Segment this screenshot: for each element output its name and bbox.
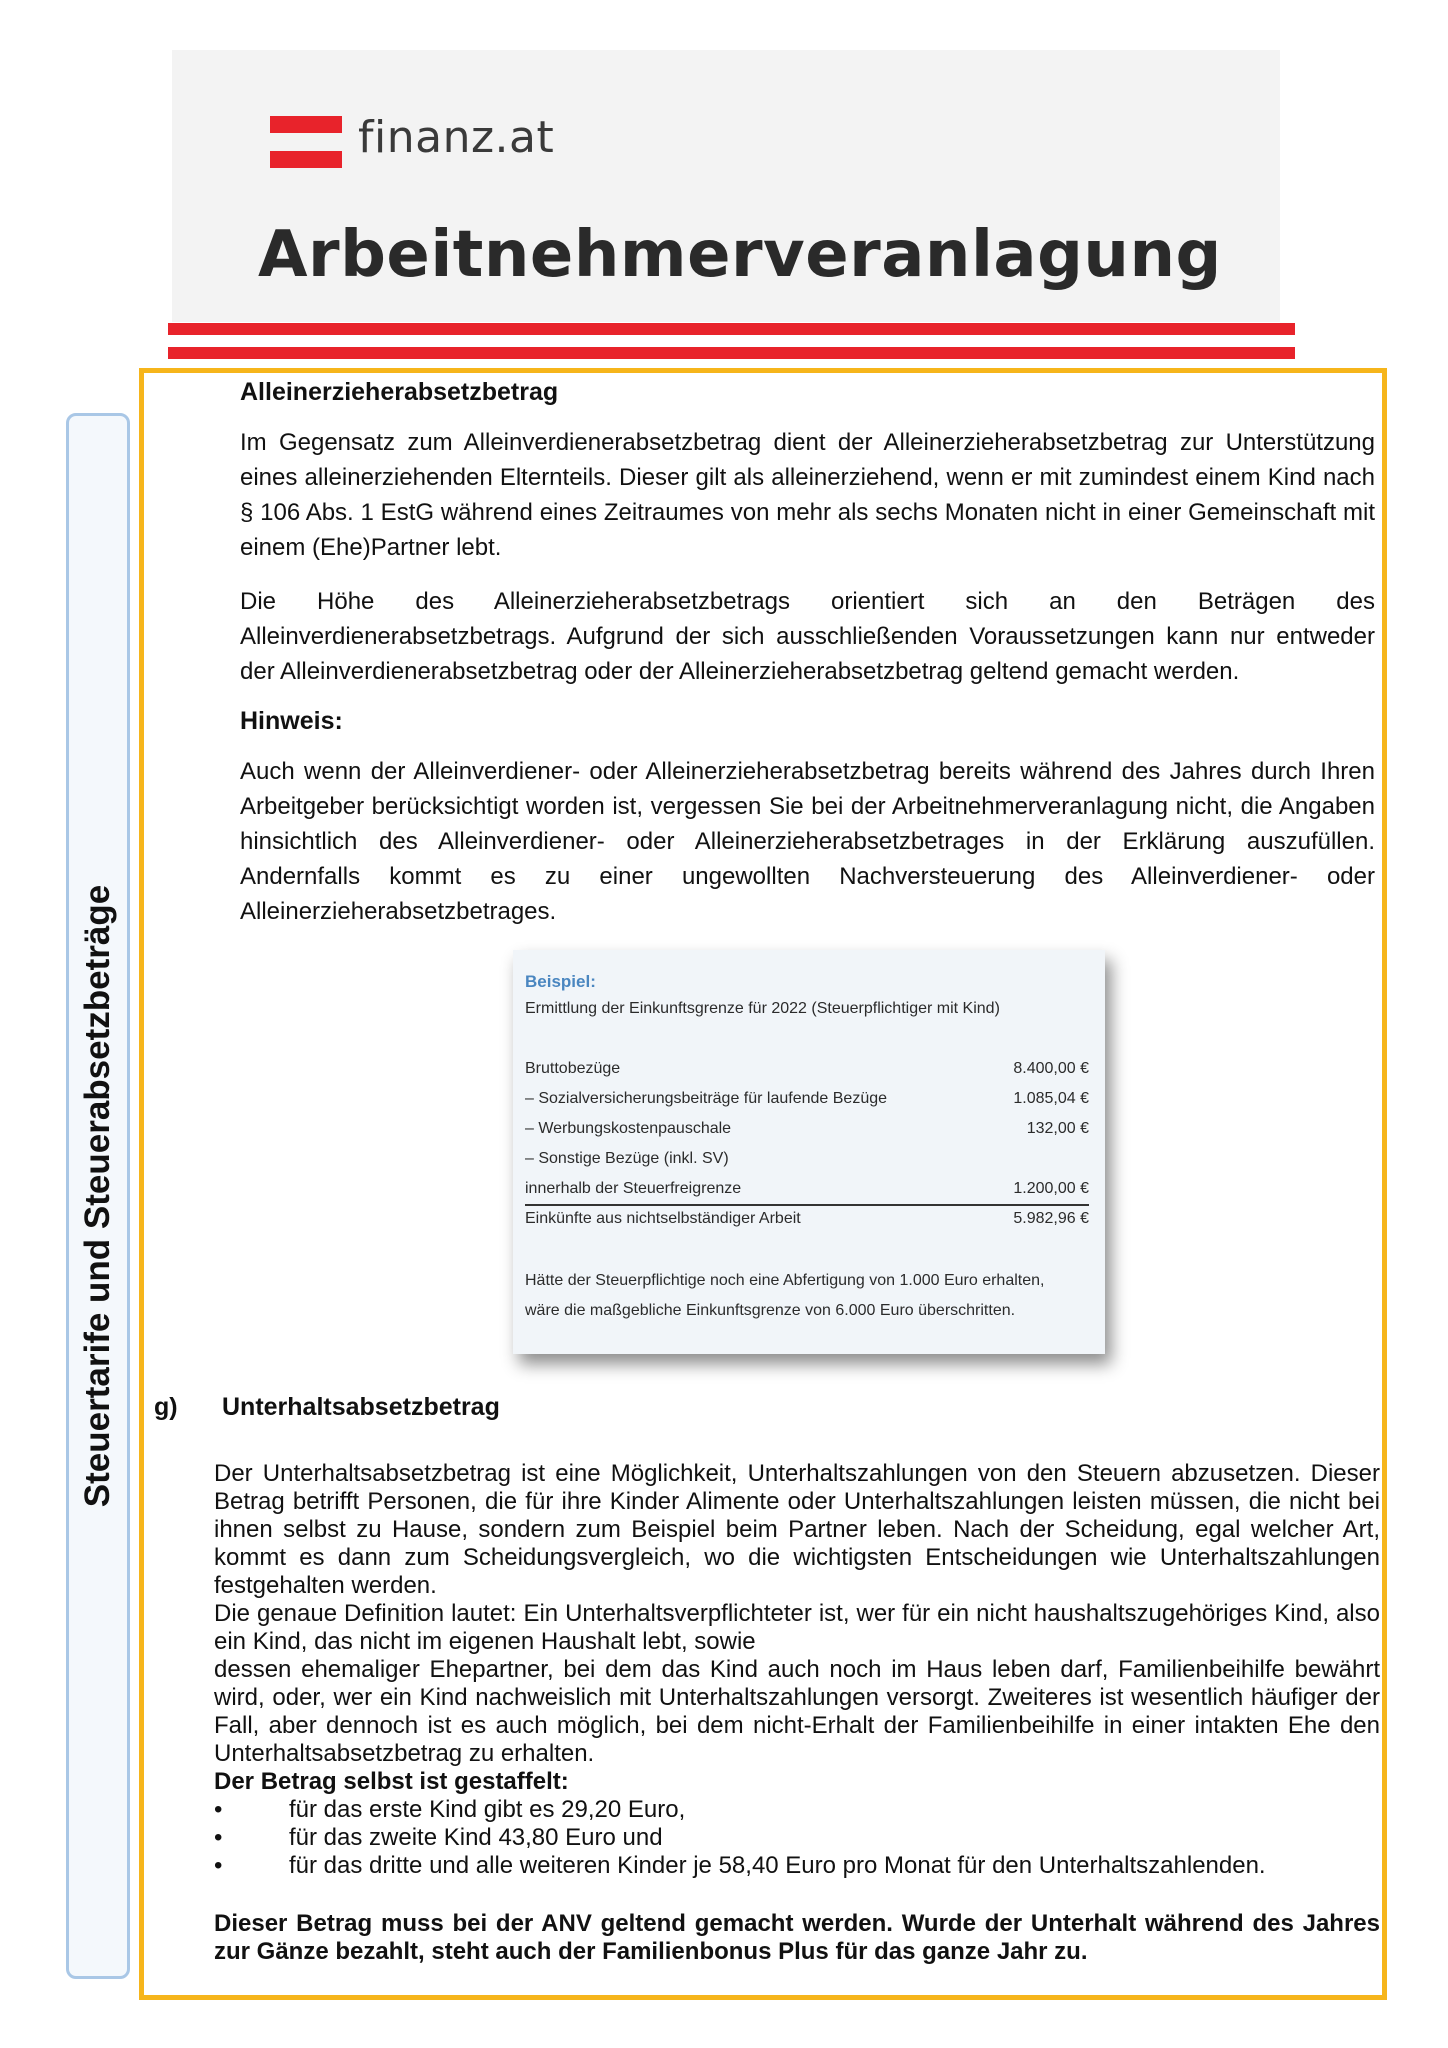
example-note: Hätte der Steuerpflichtige noch eine Abfertigung von 1.000 Euro erhalten, wäre die maßgebliche Einkunftsgrenze von 6.000 Euro überschritten. bbox=[525, 1272, 1045, 1319]
header-divider-bottom bbox=[168, 347, 1295, 359]
example-row bbox=[525, 1120, 1089, 1138]
list-item bbox=[214, 1824, 1380, 1852]
example-row-amount: 1.200,00 € bbox=[1013, 1180, 1089, 1197]
paragraph: Der Unterhaltsabsetzbetrag ist eine Möglichkeit, Unterhaltszahlungen von den Steuern abzusetzen. Dieser Betrag betrifft Personen, die für ihre Kinder Alimente oder Unterhaltszahlungen leisten müssen, die nicht bei ihnen selbst zu Hause, sondern zum Beispiel beim Partner leben. Nach der Scheidung, egal welcher Art, kommt es dann zum Scheidungsvergleich, wo die wichtigsten Entscheidungen wie Unterhaltszahlungen festgehalten werden. bbox=[214, 1460, 1380, 1599]
bold-note: Der Betrag selbst ist gestaffelt: bbox=[214, 1768, 569, 1795]
example-subtitle: Ermittlung der Einkunftsgrenze für 2022 (Steuerpflichtiger mit Kind) bbox=[525, 1000, 1000, 1017]
closing-note: Dieser Betrag muss bei der ANV geltend gemacht werden. Wurde der Unterhalt während des Jahres zur Gänze bezahlt, steht auch der Familienbonus Plus für das ganze Jahr zu. bbox=[214, 1910, 1380, 1965]
list-item-text: für das dritte und alle weiteren Kinder je 58,40 Euro pro Monat für den Unterhaltszahlenden. bbox=[289, 1852, 1266, 1879]
example-row-label: – Werbungskostenpauschale bbox=[525, 1120, 732, 1137]
example-row-label: – Sozialversicherungsbeiträge für laufende Bezüge bbox=[525, 1090, 888, 1107]
example-row bbox=[525, 1180, 1089, 1198]
header-divider-top bbox=[168, 323, 1295, 335]
example-row bbox=[525, 1150, 1089, 1168]
example-row bbox=[525, 1060, 1089, 1078]
example-row-amount: 8.400,00 € bbox=[1013, 1060, 1089, 1077]
section-heading-unterhalt: Unterhaltsabsetzbetrag bbox=[222, 1393, 500, 1421]
example-row bbox=[525, 1090, 1089, 1108]
bullet-icon: • bbox=[214, 1852, 223, 1879]
paragraph: Die genaue Definition lautet: Ein Unterhaltsverpflichteter ist, wer für ein nicht haushaltszugehöriges Kind, also ein Kind, das nicht im eigenen Haushalt lebt, sowie bbox=[214, 1600, 1380, 1655]
list-item bbox=[214, 1852, 1380, 1908]
hint-paragraph: Auch wenn der Alleinverdiener- oder Alleinerzieherabsetzbetrag bereits während des Jahres durch Ihren Arbeitgeber berücksichtigt worden ist, vergessen Sie bei der Arbeitnehmerveranlagung nicht, die Angaben hinsichtlich des Alleinverdiener- oder Alleinerzieherabsetzbetrages in der Erklärung auszufüllen. Andernfalls kommt es zu einer ungewollten Nachversteuerung des Alleinverdiener- oder Alleinerzieherabsetzbetrages. bbox=[240, 758, 1375, 925]
example-sum-line bbox=[525, 1204, 1089, 1206]
logo-text: finanz.at bbox=[358, 112, 555, 163]
list-item-text: für das zweite Kind 43,80 Euro und bbox=[289, 1824, 663, 1851]
paragraph: Im Gegensatz zum Alleinverdienerabsetzbetrag dient der Alleinerzieherabsetzbetrag zur Unterstützung eines alleinerziehenden Elternteils. Dieser gilt als alleinerziehend, wenn er mit zumindest einem Kind nach § 106 Abs. 1 EstG während eines Zeitraumes von mehr als sechs Monaten nicht in einer Gemeinschaft mit einem (Ehe)Partner lebt. bbox=[240, 429, 1375, 561]
example-row-amount: 1.085,04 € bbox=[1013, 1090, 1089, 1107]
bullet-icon: • bbox=[214, 1796, 223, 1823]
section-heading-alleinerzieher: Alleinerzieherabsetzbetrag bbox=[240, 378, 559, 406]
paragraph: Die Höhe des Alleinerzieherabsetzbetrags orientiert sich an den Beträgen des Alleinverdienerabsetzbetrags. Aufgrund der sich ausschließenden Voraussetzungen kann nur entweder der Alleinverdienerabsetzbetrag oder der Alleinerzieherabsetzbetrag geltend gemacht werden. bbox=[240, 588, 1375, 685]
austria-flag-logo-icon bbox=[270, 116, 342, 168]
example-row-label: Einkünfte aus nichtselbständiger Arbeit bbox=[525, 1210, 801, 1227]
example-title: Beispiel: bbox=[525, 972, 596, 991]
example-row-label: Bruttobezüge bbox=[525, 1060, 621, 1077]
page-title: Arbeitnehmerveranlagung bbox=[258, 218, 1222, 292]
hint-label: Hinweis: bbox=[240, 707, 343, 735]
example-row-label: – Sonstige Bezüge (inkl. SV) bbox=[525, 1150, 729, 1167]
example-row-amount: 5.982,96 € bbox=[1013, 1210, 1089, 1227]
section-letter: g) bbox=[154, 1393, 178, 1421]
list-item-text: für das erste Kind gibt es 29,20 Euro, bbox=[289, 1796, 686, 1823]
example-row-total bbox=[525, 1210, 1089, 1228]
chapter-side-label: Steuertarife und Steuerabsetzbeträge bbox=[78, 884, 117, 1508]
example-row-amount: 132,00 € bbox=[1026, 1120, 1089, 1137]
paragraph: dessen ehemaliger Ehepartner, bei dem das Kind auch noch im Haus leben darf, Familienbeihilfe bewährt wird, oder, wer ein Kind nachweislich mit Unterhaltszahlungen versorgt. Zweiteres ist wesentlich häufiger der Fall, aber dennoch ist es auch möglich, bei dem nicht-Erhalt der Familienbeihilfe in einer intakten Ehe den Unterhaltsabsetzbetrag zu erhalten. bbox=[214, 1656, 1380, 1767]
example-row-label: innerhalb der Steuerfreigrenze bbox=[525, 1180, 742, 1197]
bullet-icon: • bbox=[214, 1824, 223, 1851]
list-item bbox=[214, 1796, 1380, 1824]
